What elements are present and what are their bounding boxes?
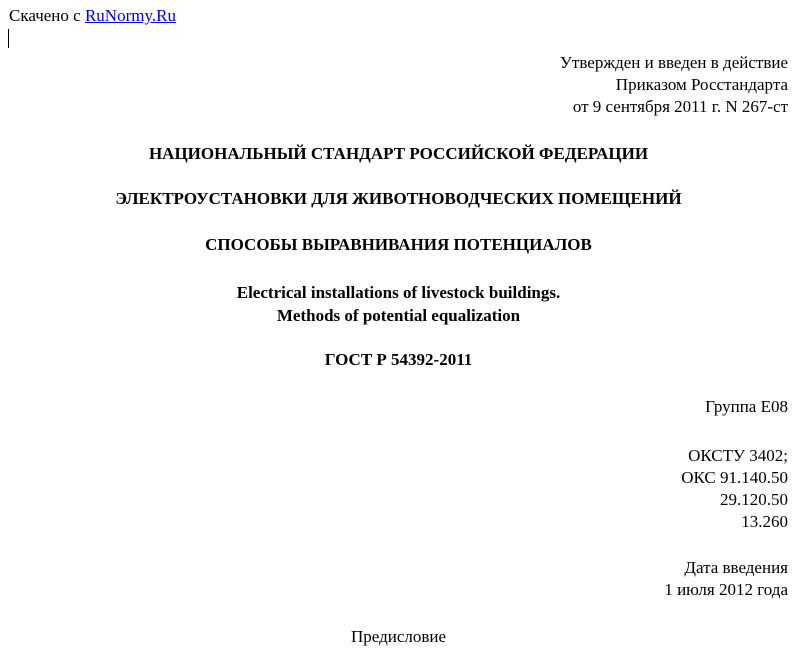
national-standard-title: НАЦИОНАЛЬНЫЙ СТАНДАРТ РОССИЙСКОЙ ФЕДЕРАЦИИ: [148, 144, 649, 163]
approval-line-2: Приказом Росстандарта: [615, 75, 788, 94]
introduction-date-block: [664, 557, 788, 601]
approval-line-3: от 9 сентября 2011 г. N 267-ст: [572, 97, 788, 116]
oks-code-1: ОКС 91.140.50: [681, 468, 788, 487]
text-cursor: [8, 29, 9, 48]
approval-line-1: Утвержден и введен в действие: [559, 53, 788, 72]
source-prefix: Скачено с: [9, 6, 81, 25]
english-title-line-1: Electrical installations of livestock buildings.: [236, 283, 561, 302]
english-title-line-2: Methods of potential equalization: [276, 306, 521, 325]
gost-code: ГОСТ Р 54392-2011: [324, 350, 473, 369]
introduction-label: Дата введения: [684, 558, 788, 577]
oks-code-3: 13.260: [741, 512, 788, 531]
source-line: [9, 6, 176, 26]
document-main-title: ЭЛЕКТРОУСТАНОВКИ ДЛЯ ЖИВОТНОВОДЧЕСКИХ ПОМЕЩЕНИЙ: [115, 189, 682, 208]
okstu-code: ОКСТУ 3402;: [688, 446, 788, 465]
document-subtitle: СПОСОБЫ ВЫРАВНИВАНИЯ ПОТЕНЦИАЛОВ: [205, 235, 592, 254]
group-code: Группа Е08: [705, 397, 788, 416]
approval-block: [560, 52, 788, 118]
source-link[interactable]: RuNormy.Ru: [84, 6, 176, 25]
foreword-heading: Предисловие: [350, 627, 447, 646]
english-title: [0, 281, 794, 327]
classification-block: [681, 445, 788, 533]
oks-code-2: 29.120.50: [720, 490, 788, 509]
introduction-date: 1 июля 2012 года: [664, 580, 788, 599]
